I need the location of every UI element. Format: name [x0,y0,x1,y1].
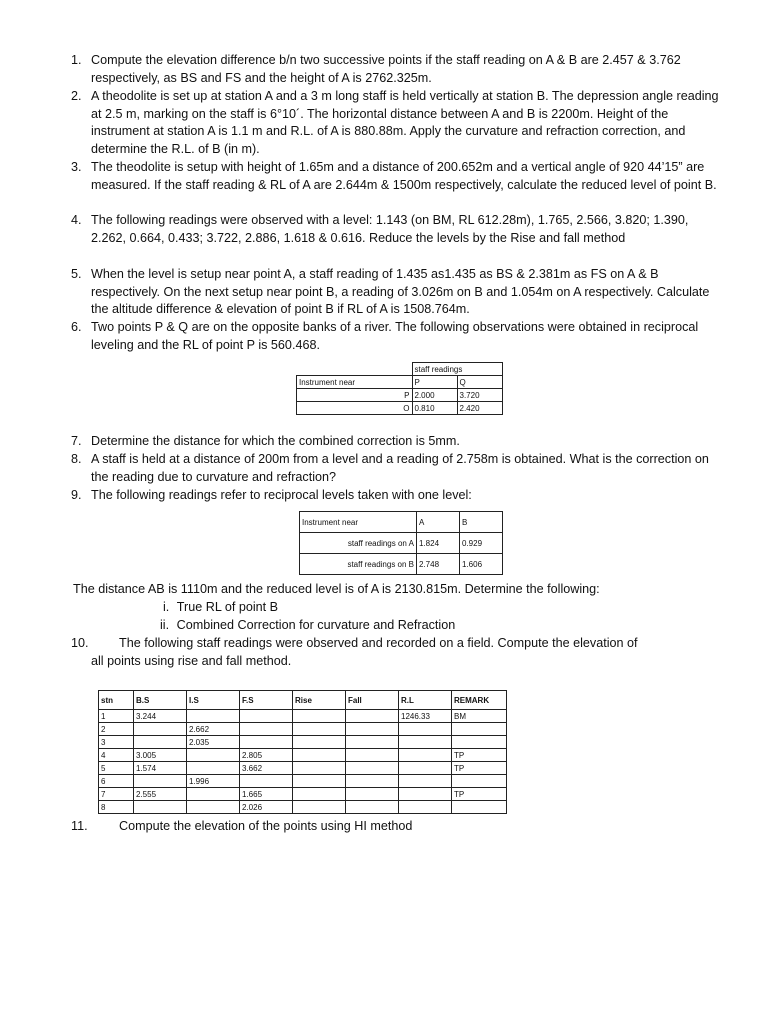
table-cell: P [297,389,413,402]
question-text: Compute the elevation of the points using HI method [119,819,413,833]
table-row [99,788,507,801]
table-header: REMARK [452,691,507,710]
question-7 [71,433,721,451]
table-cell: 3 [99,736,134,749]
question-number: 4. [71,213,82,227]
table-cell [346,736,399,749]
table-cell [187,749,240,762]
table-cell: 2.662 [187,723,240,736]
table-cell: 4 [99,749,134,762]
table-cell [293,762,346,775]
table-row [99,762,507,775]
question-text: The theodolite is setup with height of 1.65m and a distance of 200.652m and a vertical angle of 920 44’15” are measured. If the staff reading & RL of A are 2.644m & 1500m respectively, calculate the reduced level of point B. [91,160,717,192]
question-text: The following staff readings were observed and recorded on a field. Compute the elevation of [119,636,638,650]
table-header: A [417,512,460,533]
table-cell [399,801,452,814]
table-cell [293,775,346,788]
table-cell: 2.026 [240,801,293,814]
table-cell [187,788,240,801]
question-1 [71,52,721,87]
question-text-continued: all points using rise and fall method. [91,653,292,668]
question-6 [71,319,721,354]
item-text: True RL of point B [176,600,279,614]
table-cell [134,801,187,814]
table-cell [293,736,346,749]
table-header: Instrument near [300,512,417,533]
table-cell: 7 [99,788,134,801]
table-header: Rise [293,691,346,710]
table-cell: BM [452,710,507,723]
table-cell [134,736,187,749]
table-cell: 1.665 [240,788,293,801]
table-cell [187,710,240,723]
table-cell [346,710,399,723]
table-cell [399,749,452,762]
table-row [99,775,507,788]
table-row [99,801,507,814]
question-text: Determine the distance for which the combined correction is 5mm. [91,434,460,448]
table-cell: O [297,402,413,415]
table-cell: 2.805 [240,749,293,762]
table-cell: 0.810 [412,402,457,415]
table-cell: 0.929 [460,533,503,554]
table-cell [293,788,346,801]
table-cell: 8 [99,801,134,814]
question-text: Compute the elevation difference b/n two successive points if the staff reading on A & B are 2.457 & 3.762 respectively, as BS and FS and the height of A is 2762.325m. [91,53,681,85]
table-cell [134,723,187,736]
question-text: A theodolite is set up at station A and a 3 m long staff is held vertically at station B. The depression angle reading at 2.5 m, marking on the staff is 6°10´. The horizontal distance between A and B is 2200m. Height of the instrument at station A is 1.1 m and R.L. of A is 880.88m. Apply the curvature and refraction correction, and determine the R.L. of B (in m). [91,89,719,156]
table-cell [399,775,452,788]
question-9-item-i [163,599,278,617]
table-cell: 2 [99,723,134,736]
table-cell [452,775,507,788]
table-header: Instrument near [297,376,413,389]
question-text: Two points P & Q are on the opposite banks of a river. The following observations were obtained in reciprocal leveling and the RL of point P is 560.468. [91,320,699,352]
reciprocal-levels-table-ab [299,511,503,575]
table-cell [134,775,187,788]
table-cell: 2.420 [457,402,502,415]
table-cell: TP [452,749,507,762]
table-cell: staff readings on B [300,554,417,575]
table-row [99,749,507,762]
table-cell [293,801,346,814]
table-cell [346,723,399,736]
question-4 [71,212,721,247]
question-3 [71,159,721,194]
table-cell: 3.244 [134,710,187,723]
question-2 [71,88,721,158]
table-cell [346,762,399,775]
question-5 [71,266,721,319]
table-header: B [460,512,503,533]
table-cell: TP [452,788,507,801]
question-9 [71,487,721,505]
question-number: 3. [71,160,82,174]
table-header: I.S [187,691,240,710]
table-cell [346,801,399,814]
question-number: 8. [71,452,82,466]
question-text: A staff is held at a distance of 200m from a level and a reading of 2.758m is obtained. What is the correction on the reading due to curvature and refraction? [91,452,709,484]
table-header: P [412,376,457,389]
table-cell [346,788,399,801]
question-text: The following readings refer to reciprocal levels taken with one level: [91,488,472,502]
table-cell [297,363,413,376]
table-cell [293,723,346,736]
question-10 [71,635,721,670]
rise-and-fall-table [98,690,507,814]
table-cell [293,749,346,762]
table-cell: 2.000 [412,389,457,402]
reciprocal-leveling-table-pq [296,362,503,415]
table-cell: 6 [99,775,134,788]
table-cell [399,762,452,775]
table-cell: 1246.33 [399,710,452,723]
table-cell [346,775,399,788]
table-row [300,533,503,554]
question-text: When the level is setup near point A, a staff reading of 1.435 as1.435 as BS & 2.381m as FS on A & B respectively. On the next setup near point B, a reading of 3.026m on B and 1.054m on A respectively. Calculate the altitude difference & elevation of point B if RL of A is 1508.764m. [91,267,710,317]
question-11 [71,818,721,836]
table-header: Q [457,376,502,389]
table-cell: 5 [99,762,134,775]
table-cell [399,723,452,736]
table-cell: 1.574 [134,762,187,775]
table-cell: 1.606 [460,554,503,575]
table-cell: 2.555 [134,788,187,801]
question-number: 2. [71,89,82,103]
table-header: stn [99,691,134,710]
table-cell: 3.720 [457,389,502,402]
item-number: i. [163,600,170,614]
question-number: 6. [71,320,82,334]
table-cell [399,788,452,801]
question-number: 9. [71,488,82,502]
question-number: 5. [71,267,82,281]
table-row [99,736,507,749]
table-cell [452,736,507,749]
table-header: R.L [399,691,452,710]
question-number: 10. [71,636,89,650]
table-cell: 1.824 [417,533,460,554]
table-cell [293,710,346,723]
question-9-item-ii [160,617,455,635]
table-cell [187,762,240,775]
table-row [99,710,507,723]
table-cell [240,723,293,736]
table-cell [187,801,240,814]
table-cell: 3.005 [134,749,187,762]
question-9-followup: The distance AB is 1110m and the reduced level is of A is 2130.815m. Determine the following: [73,582,600,596]
question-8 [71,451,721,486]
table-header: B.S [134,691,187,710]
table-row [297,402,503,415]
table-row [99,723,507,736]
table-cell [240,710,293,723]
table-header: F.S [240,691,293,710]
question-number: 7. [71,434,82,448]
table-cell [346,749,399,762]
table-cell: TP [452,762,507,775]
table-cell: 1.996 [187,775,240,788]
table-cell [399,736,452,749]
item-text: Combined Correction for curvature and Refraction [176,618,456,632]
table-row [300,554,503,575]
table-cell: 3.662 [240,762,293,775]
table-header: staff readings [412,363,502,376]
table-row [297,389,503,402]
table-cell [452,723,507,736]
question-text: The following readings were observed with a level: 1.143 (on BM, RL 612.28m), 1.765, 2.566, 3.820; 1.390, 2.262, 0.664, 0.433; 3.722, 2.886, 1.618 & 0.616. Reduce the levels by the Rise and fall method [91,213,689,245]
question-number: 1. [71,53,82,67]
table-cell [240,775,293,788]
table-header: Fall [346,691,399,710]
table-cell [240,736,293,749]
table-cell: 1 [99,710,134,723]
table-cell: staff readings on A [300,533,417,554]
table-cell [452,801,507,814]
item-number: ii. [160,618,170,632]
table-cell: 2.748 [417,554,460,575]
question-number: 11. [71,819,88,833]
table-cell: 2.035 [187,736,240,749]
